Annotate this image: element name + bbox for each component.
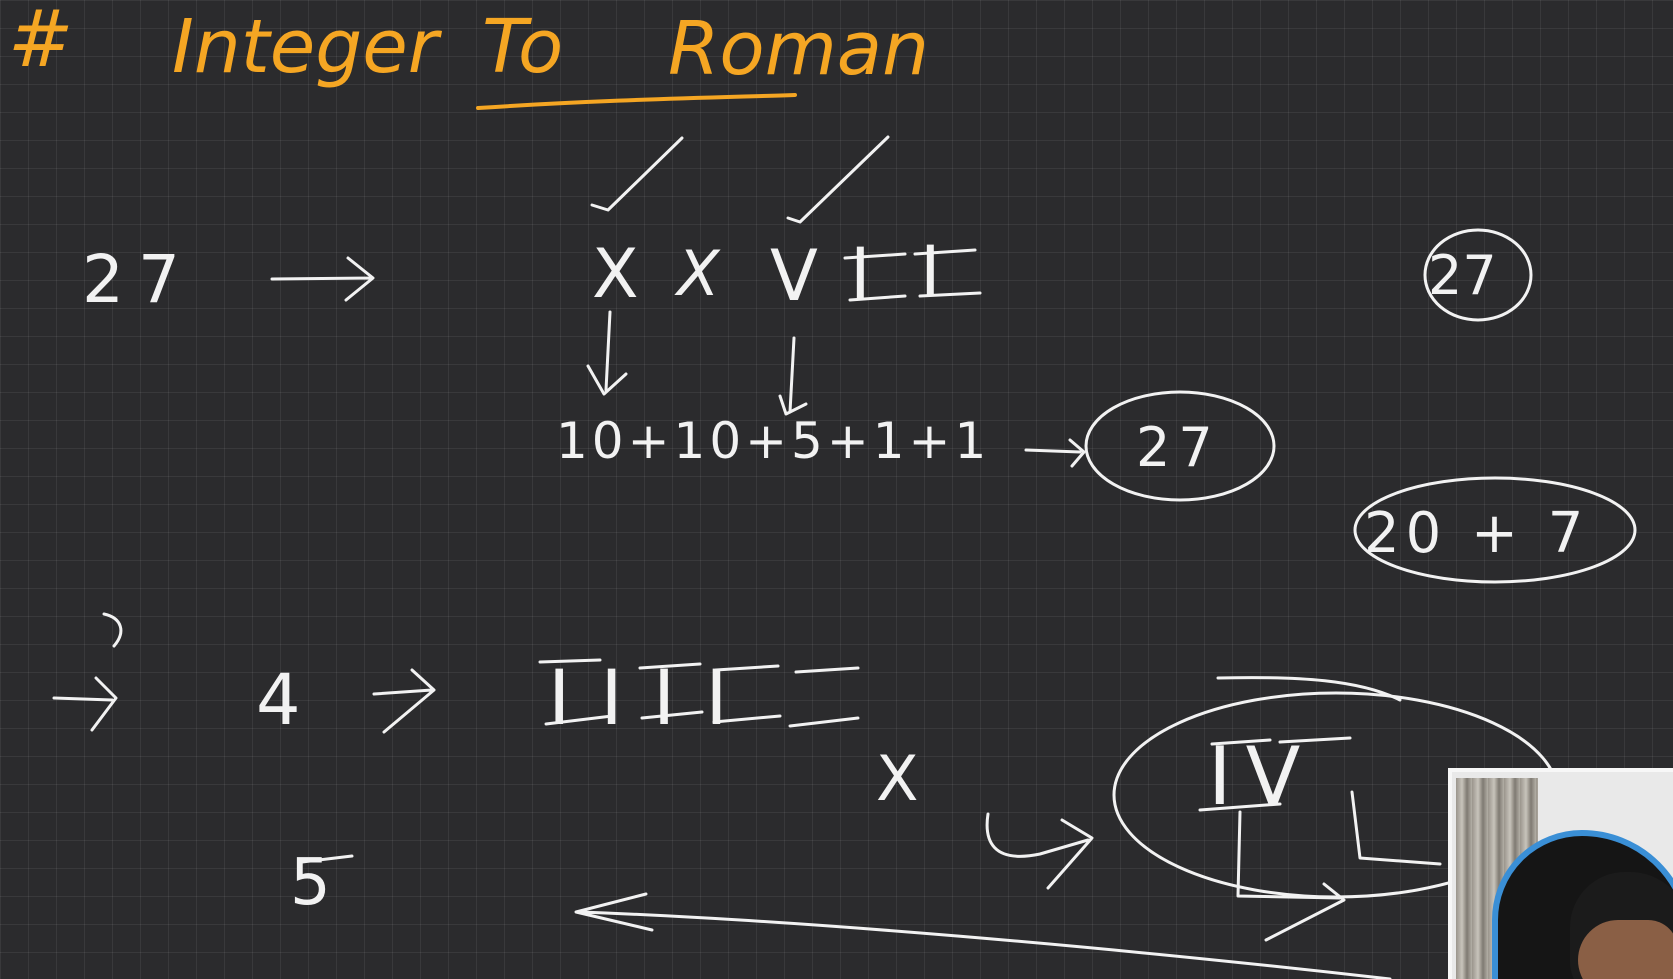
example2-arrow [374,670,434,732]
title-hash: # [8,0,74,85]
hook-arrow [987,814,1092,888]
example2-wrong-mark: X [876,742,919,815]
title-word-to: To [482,4,564,90]
result-arrow [1026,440,1084,466]
roman-symbol-x2: X [677,237,720,310]
long-return-arrow [576,894,1390,979]
example1-expansion: 10+10+5+1+1 [556,412,991,470]
check-mark-x [592,138,682,210]
example1-result: 27 [1136,416,1221,479]
title-word-integer: Integer [172,4,439,90]
roman-symbol-i2: I [920,231,941,313]
example1-arrow [272,258,373,300]
down-arrow-v [780,338,806,414]
roman-symbol-i1: I [850,233,871,315]
down-arrow-x [588,312,626,394]
example2-wrong-roman: IIII [548,653,758,742]
check-mark-v [788,137,888,222]
bullet-arrow [54,614,121,730]
example2-right-roman: IV [1208,730,1315,823]
webcam-presenter-face [1578,920,1673,979]
title-word-roman: Roman [668,6,930,92]
roman-symbol-v: V [770,235,818,317]
circle-overline [1218,678,1400,700]
example1-number: 27 [82,241,194,318]
example2-number: 4 [256,659,301,741]
roman-symbol-x1: X [592,235,639,314]
webcam-overlay [1448,768,1673,979]
side-number-27: 27 [1428,244,1497,307]
title-underline [478,95,795,108]
example2-next-number: 5 [290,846,331,920]
split-expression: 20 + 7 [1364,501,1590,566]
